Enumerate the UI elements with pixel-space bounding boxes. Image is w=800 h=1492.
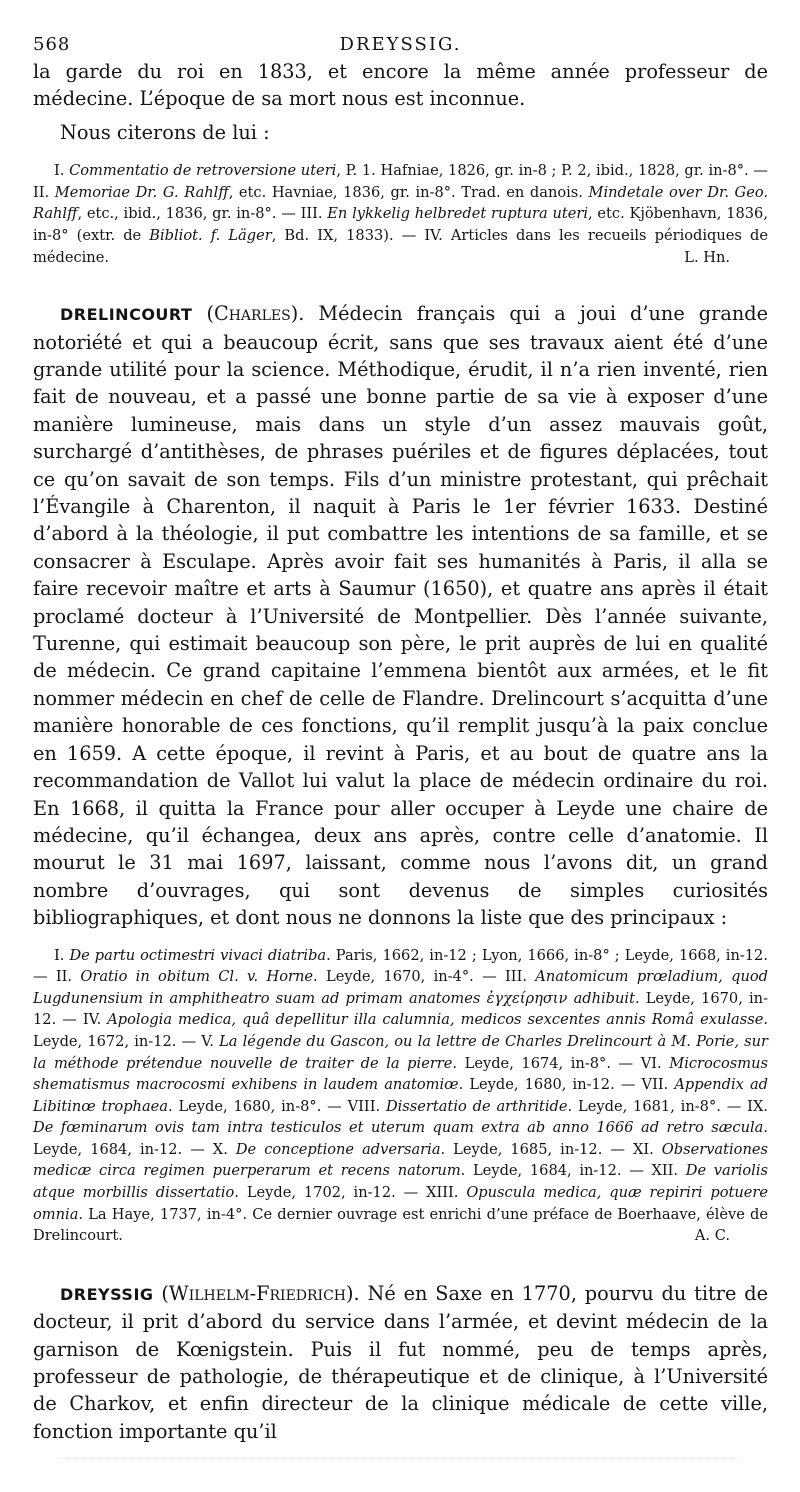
entry-dreyssig (33, 1280, 768, 1445)
running-header (33, 34, 768, 58)
intro-paragraph: la garde du roi en 1833, et encore la même année professeur de médecine. L’époque de sa mort nous est inconnue. (33, 60, 768, 111)
author-signature: A. C. (694, 1227, 730, 1245)
page-number: 568 (33, 34, 71, 55)
entry-body: Médecin français qui a joui d’une grande notoriété et qui a beaucoup écrit, sans que ses travaux aient été d’une grande utilité pour la science. Méthodique, érudit, il n’a rien inventé, rien fait de nouveau, et a passé une bonne partie de sa vie à exposer d’une manière lumineuse, mais dans un style d’un assez mauvais goût, surchargé d’antithèses, de phrases puériles et de figures déplacées, tout ce qu’on savait de son temps. Fils d’un ministre protestant, qui prêchait l’Évangile à Charenton, il naquit à Paris le 1er février 1633. Destiné d’abord à la théologie, il put combattre les intentions de sa famille, et se consacrer à Esculape. Après avoir fait ses humanités à Paris, il alla se faire recevoir maître et arts à Saumur (1650), et quatre ans après il était proclamé docteur à l’Université de Montpellier. Dès l’année suivante, Turenne, qui estimait beaucoup son père, le prit auprès de lui en qualité de médecin. Ce grand capitaine l’emmena bientôt aux armées, et le fit nommer médecin en chef de celle de Flandre. Drelincourt s’acquitta d’une manière honorable de ces fonctions, qu’il remplit jusqu’à la paix conclue en 1659. A cette époque, il revint à Paris, et au bout de quatre ans la recommandation de Vallot lui valut la place de médecin ordinaire du roi. En 1668, il quitta la France pour aller occuper à Leyde une chaire de médecine, qu’il échangea, deux ans après, contre celle d’anatomie. Il mourut le 31 mai 1697, laissant, comme nous l’avons dit, un grand nombre d’ouvrages, qui sont devenus de simples curiosités bibliographiques, et dont nous ne donnons la liste que des principaux : (33, 302, 768, 930)
running-title: DREYSSIG. (339, 34, 462, 55)
entry-headword: DRELINCOURT (60, 305, 193, 325)
entry-drelincourt (33, 300, 768, 931)
intro-lead: Nous citerons de lui : (60, 120, 270, 144)
bib-text: I. Commentatio de retroversione uteri, P. 1. Hafniae, 1826, gr. in-8 ; P. 2, ibid., 1828, gr. in-8°. — II. Memoriae Dr. G. Rahlff, etc. Havniae, 1836, gr. in-8°. Trad. en danois. Mindetale over Dr. Geo. Rahlff, etc., ibid., 1836, gr. in-8°. — III. En lykkelig helbredet ruptura uteri, etc. Kjöbenhavn, 1836, in-8° (extr. de Bibliot. f. Läger, Bd. IX, 1833). — IV. Articles dans les recueils périodiques de médecine. L. Hn. (33, 160, 768, 268)
entry-forename: (Wilhelm-Friedrich). (161, 1281, 360, 1305)
page (33, 34, 768, 1445)
bibliography-drelincourt (33, 945, 768, 1247)
bibliography-dreyssig-prev (33, 160, 768, 268)
entry-headword: DREYSSIG (60, 1284, 154, 1304)
entry-body: Né en Saxe en 1770, pourvu du titre de docteur, il prit d’abord du service dans l’armée, et devint médecin de la garnison de Kœnigstein. Puis il fut nommé, peu de temps après, professeur de pathologie, de thérapeutique et de clinique, à l’Université de Charkov, et enfin directeur de la clinique médicale de cette ville, fonction importante qu’il (33, 1281, 768, 1443)
page-bottom-bleed (60, 1458, 740, 1465)
author-signature: L. Hn. (684, 248, 730, 266)
entry-forename: (Charles). (206, 302, 305, 326)
bib-text: I. De partu octimestri vivaci diatriba. Paris, 1662, in-12 ; Lyon, 1666, in-8° ; Leyde, 1668, in-12. — II. Oratio in obitum Cl. v. Horne. Leyde, 1670, in-4°. — III. Anatomicum prœladium, quod Lugdunensium in amphitheatro suam ad primam anatomes ἐγχείρησιν adhibuit. Leyde, 1670, in-12. — IV. Apologia medica, quâ depellitur illa calumnia, medicos sexcentes annis Româ exulasse. Leyde, 1672, in-12. — V. La légende du Gascon, ou la lettre de Charles Drelincourt à M. Porie, sur la méthode prétendue nouvelle de traiter de la pierre. Leyde, 1674, in-8°. — VI. Microcosmus shematismus macrocosmi exhibens in laudem anatomiœ. Leyde, 1680, in-12. — VII. Appendix ad Libitinœ trophaea. Leyde, 1680, in-8°. — VIII. Dissertatio de arthritide. Leyde, 1681, in-8°. — IX. De fœminarum ovis tam intra testiculos et uterum quam extra ab anno 1666 ad retro sæcula. Leyde, 1684, in-12. — X. De conceptione adversaria. Leyde, 1685, in-12. — XI. Observationes medicæ circa regimen puerperarum et recens natorum. Leyde, 1684, in-12. — XII. De variolis atque morbillis dissertatio. Leyde, 1702, in-12. — XIII. Opuscula medica, quæ repiriri potuere omnia. La Haye, 1737, in-4°. Ce dernier ouvrage est enrichi d’une préface de Boerhaave, élève de Drelincourt. A. C. (33, 945, 768, 1247)
